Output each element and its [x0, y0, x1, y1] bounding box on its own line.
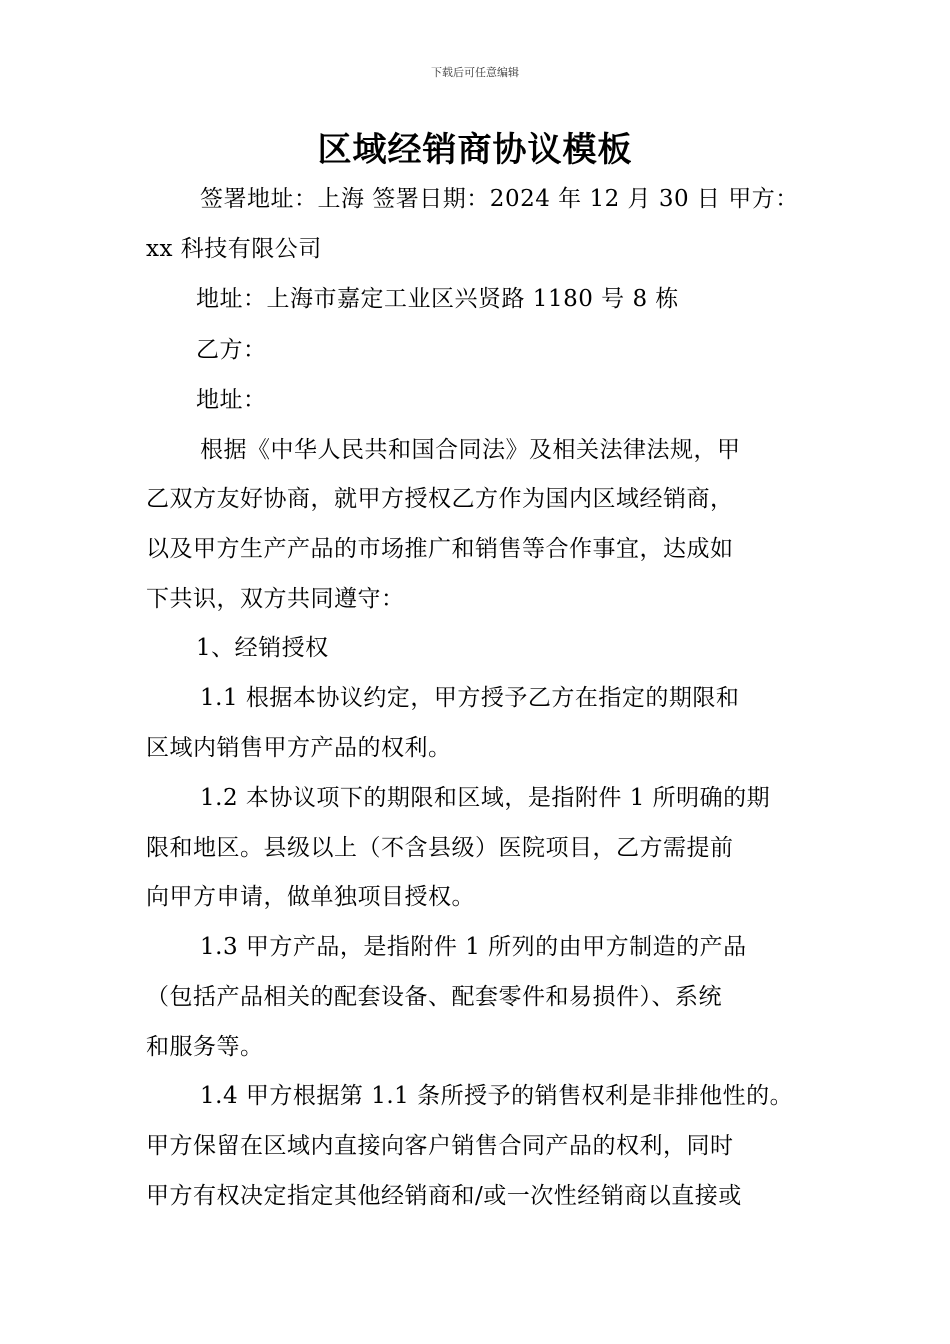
party-b-line: 乙方：	[196, 337, 267, 363]
section-heading: 1、经销授权	[196, 635, 329, 661]
signing-info-line: 签署地址：上海 签署日期：2024 年 12 月 30 日 甲方：	[200, 186, 799, 212]
clause-line: 1.1 根据本协议约定，甲方授予乙方在指定的期限和	[200, 685, 740, 711]
clause-line: 区域内销售甲方产品的权利。	[146, 735, 452, 761]
document-title: 区域经销商协议模板	[317, 130, 633, 170]
party-a-address-line: 地址：上海市嘉定工业区兴贤路 1180 号 8 栋	[196, 286, 679, 312]
clause-line: 甲方保留在区域内直接向客户销售合同产品的权利，同时	[146, 1133, 734, 1159]
clause-line: 1.2 本协议项下的期限和区域，是指附件 1 所明确的期	[200, 785, 771, 811]
preamble-line: 乙双方友好协商，就甲方授权乙方作为国内区域经销商，	[146, 486, 734, 512]
preamble-line: 根据《中华人民共和国合同法》及相关法律法规，甲	[200, 437, 741, 463]
clause-line: 和服务等。	[146, 1034, 264, 1060]
party-b-address-line: 地址：	[196, 387, 267, 413]
clause-line: 向甲方申请，做单独项目授权。	[146, 884, 475, 910]
clause-line: （包括产品相关的配套设备、配套零件和易损件）、系统	[146, 984, 722, 1010]
clause-line: 限和地区。县级以上（不含县级）医院项目，乙方需提前	[146, 835, 734, 861]
clause-line: 1.4 甲方根据第 1.1 条所授予的销售权利是非排他性的。	[200, 1083, 794, 1109]
clause-line: 1.3 甲方产品，是指附件 1 所列的由甲方制造的产品	[200, 934, 747, 960]
preamble-line: 以及甲方生产产品的市场推广和销售等合作事宜，达成如	[146, 536, 734, 562]
clause-line: 甲方有权决定指定其他经销商和/或一次性经销商以直接或	[146, 1183, 742, 1209]
preamble-line: 下共识，双方共同遵守：	[146, 586, 405, 612]
party-a-name-line: xx 科技有限公司	[146, 236, 322, 262]
header-note: 下载后可任意编辑	[431, 66, 519, 79]
